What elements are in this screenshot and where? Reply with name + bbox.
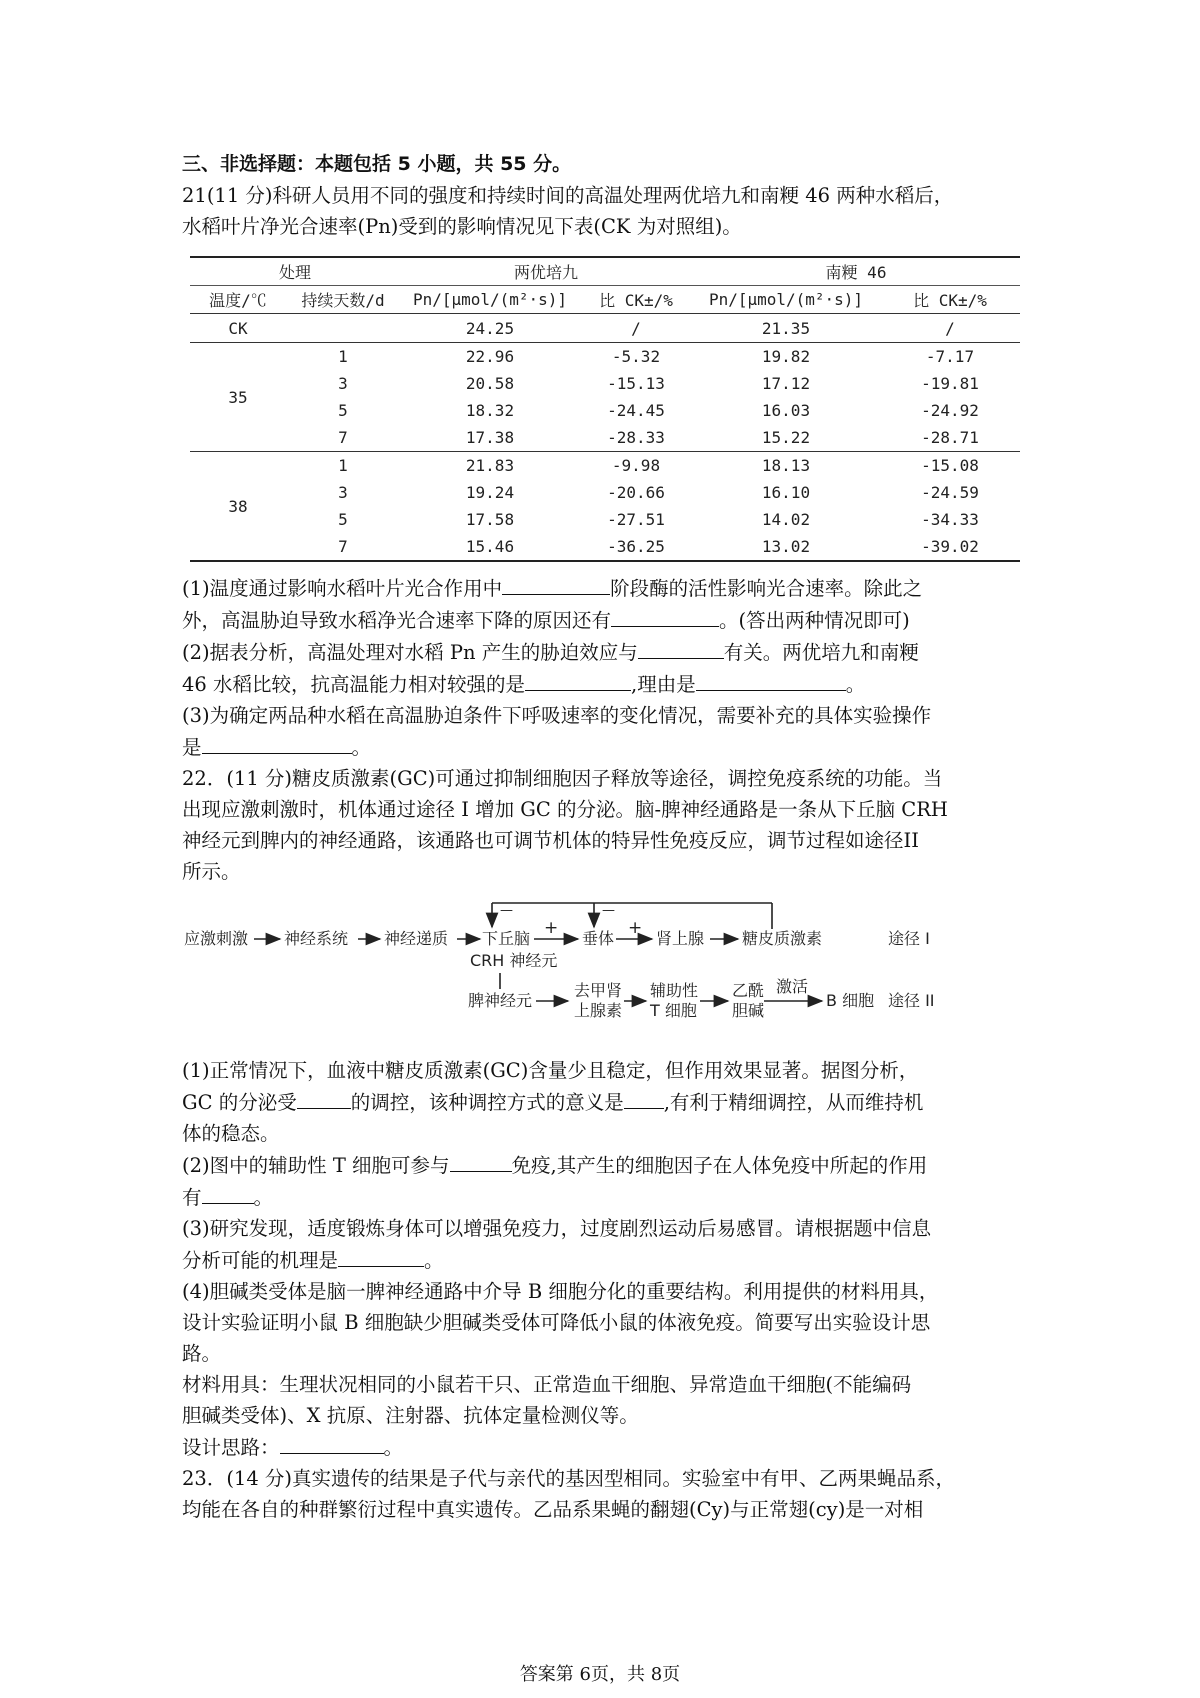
- node-pituitary: 垂体: [582, 929, 615, 948]
- answer-blank[interactable]: [525, 668, 631, 691]
- answer-blank[interactable]: [280, 1431, 384, 1454]
- node-glucocorticoid: 糖皮质激素: [742, 929, 823, 948]
- q22-part4-line-2: 设计实验证明小鼠 B 细胞缺少胆碱类受体可降低小鼠的体液免疫。简要写出实验设计思: [182, 1311, 931, 1334]
- table-row: [190, 343, 1020, 371]
- node-norepinephrine-line-2: 上腺素: [574, 1001, 623, 1020]
- answer-blank[interactable]: [696, 668, 846, 691]
- table-cell: 16.10: [761, 483, 811, 502]
- q21-p3b: 是: [182, 736, 202, 759]
- table-cell: 16.03: [761, 401, 811, 420]
- node-stress-stimulus: 应激刺激: [184, 929, 249, 948]
- q22-p1c: 的调控，该种调控方式的意义是: [350, 1091, 624, 1114]
- table-cell: -19.81: [921, 374, 979, 393]
- table-cell: CK: [190, 314, 286, 343]
- node-spleen-neuron: 脾神经元: [468, 991, 533, 1010]
- q22-intro-line-1: 22．(11 分)糖皮质激素(GC)可通过抑制细胞因子释放等途径，调控免疫系统的功能。当: [182, 767, 943, 790]
- table-cell: 15.46: [400, 533, 580, 561]
- q21-p1d: 。(答出两种情况即可): [719, 609, 910, 632]
- node-hypothalamus: 下丘脑: [482, 929, 531, 948]
- pn-table: [190, 256, 1020, 562]
- q21-part1: [182, 572, 1030, 604]
- q21-p2d: ,理由是: [631, 673, 696, 696]
- q22-part2: [182, 1149, 1030, 1181]
- label-pathway-1: 途径 I: [888, 929, 930, 948]
- table-cell: /: [580, 314, 692, 343]
- table-cell: -24.45: [607, 401, 665, 420]
- q22-p2a: (2)图中的辅助性 T 细胞可参与: [182, 1154, 450, 1177]
- q23-intro-line-2: 均能在各自的种群繁衍过程中真实遗传。乙品系果蝇的翻翅(Cy)与正常翅(cy)是一对相: [182, 1498, 924, 1521]
- q23-intro-line-1: 23．(14 分)真实遗传的结果是子代与亲代的基因型相同。实验室中有甲、乙两果蝇品系，: [182, 1467, 956, 1490]
- node-helper-t-line-1: 辅助性: [650, 981, 699, 1000]
- answer-blank[interactable]: [202, 1181, 254, 1204]
- sign-plus: +: [544, 918, 559, 938]
- table-cell-temp: 38: [190, 452, 286, 562]
- q22-part4-line-1: (4)胆碱类受体是脑一脾神经通路中介导 B 细胞分化的重要结构。利用提供的材料用具，: [182, 1280, 939, 1303]
- q21-p2a: (2)据表分析，高温处理对水稻 Pn 产生的胁迫效应与: [182, 641, 638, 664]
- regulation-pathway-diagram: [182, 897, 1030, 1047]
- q22-p2b: 免疫,其产生的细胞因子在人体免疫中所起的作用: [511, 1154, 928, 1177]
- q21-intro-line-2: 水稻叶片净光合速率(Pn)受到的影响情况见下表(CK 为对照组)。: [182, 215, 742, 238]
- col-header-pn-1: Pn/[μmol/(m²·s)]: [400, 286, 580, 314]
- table-row: [190, 506, 1020, 533]
- table-cell: 17.12: [761, 374, 811, 393]
- table-row: [190, 397, 1020, 424]
- answer-blank[interactable]: [638, 636, 724, 659]
- table-cell: 21.35: [692, 314, 880, 343]
- table-cell: -24.59: [921, 483, 979, 502]
- q22-part4-line-3: 路。: [182, 1342, 222, 1365]
- q21-part3-cont: [182, 731, 1030, 763]
- q21-p2e: 。: [845, 673, 866, 696]
- q21-p1a: (1)温度通过影响水稻叶片光合作用中: [182, 577, 503, 600]
- table-cell: 19.24: [465, 483, 515, 502]
- q22-design-end: 。: [383, 1436, 404, 1459]
- table-cell: 5: [338, 401, 348, 420]
- col-header-temp: 温度/℃: [190, 286, 286, 314]
- sign-minus: —: [500, 903, 513, 918]
- table-cell: 24.25: [400, 314, 580, 343]
- q21-part2: [182, 636, 1030, 668]
- q22-design: [182, 1431, 1030, 1463]
- section-title: 三、非选择题：本题包括 5 小题，共 55 分。: [182, 153, 572, 175]
- answer-blank[interactable]: [502, 572, 610, 595]
- answer-blank[interactable]: [202, 731, 352, 754]
- q22-part3-cont: [182, 1244, 1030, 1276]
- col-header-ck-1: 比 CK±/%: [580, 286, 692, 314]
- q22-materials-line-1: 材料用具：生理状况相同的小鼠若干只、正常造血干细胞、异常造血干细胞(不能编码: [182, 1373, 912, 1396]
- q22-part1-end: 体的稳态。: [182, 1122, 280, 1145]
- table-cell-temp: 35: [190, 343, 286, 452]
- page-footer: 答案第 6页，共 8页: [519, 1664, 681, 1685]
- q22-p1b: GC 的分泌受: [182, 1091, 297, 1114]
- q22-p2d: 。: [253, 1186, 274, 1209]
- q22-p1d: ,有利于精细调控，从而维持机: [663, 1091, 924, 1114]
- table-cell: 19.82: [761, 347, 811, 366]
- q21-intro-line-1: 21(11 分)科研人员用不同的强度和持续时间的高温处理两优培九和南粳 46 两种水稻后，: [182, 184, 954, 207]
- table-cell: -27.51: [607, 510, 665, 529]
- q22-p3c: 。: [424, 1249, 444, 1272]
- table-cell: 18.32: [465, 401, 515, 420]
- q21-p2b: 有关。两优培九和南粳: [723, 641, 919, 664]
- table-row: [190, 452, 1020, 480]
- answer-blank[interactable]: [338, 1244, 424, 1267]
- node-acetylcholine-line-1: 乙酰: [732, 981, 765, 1000]
- table-cell: 17.38: [400, 424, 580, 452]
- table-cell: 22.96: [465, 347, 515, 366]
- table-cell: 5: [338, 510, 348, 529]
- table-cell: -15.13: [607, 374, 665, 393]
- table-cell: 14.02: [761, 510, 811, 529]
- group-header-treatment: 处理: [190, 257, 400, 286]
- answer-blank[interactable]: [611, 604, 719, 627]
- q22-part3: (3)研究发现，适度锻炼身体可以增强免疫力，过度剧烈运动后易感冒。请根据题中信息: [182, 1217, 932, 1240]
- answer-blank[interactable]: [297, 1086, 351, 1109]
- q22-intro-line-2: 出现应激刺激时，机体通过途径 I 增加 GC 的分泌。脑-脾神经通路是一条从下丘脑 CRH: [182, 798, 948, 821]
- node-nervous-system: 神经系统: [284, 929, 349, 948]
- q22-intro-line-3: 神经元到脾内的神经通路，该通路也可调节机体的特异性免疫反应，调节过程如途径II: [182, 829, 919, 852]
- answer-blank[interactable]: [450, 1149, 512, 1172]
- table-cell: -5.32: [611, 347, 661, 366]
- col-header-pn-2: Pn/[μmol/(m²·s)]: [692, 286, 880, 314]
- q21-part3: (3)为确定两品种水稻在高温胁迫条件下呼吸速率的变化情况，需要补充的具体实验操作: [182, 704, 932, 727]
- node-adrenal: 肾上腺: [656, 929, 705, 948]
- node-helper-t-line-2: T 细胞: [650, 1001, 697, 1020]
- table-cell: -34.33: [921, 510, 979, 529]
- table-cell: /: [880, 314, 1020, 343]
- q22-part1: (1)正常情况下，血液中糖皮质激素(GC)含量少且稳定，但作用效果显著。据图分析，: [182, 1059, 919, 1082]
- page-content: [182, 150, 1030, 1525]
- node-norepinephrine-line-1: 去甲肾: [574, 981, 623, 1000]
- table-cell: 7: [286, 533, 400, 561]
- q21-p3c: 。: [351, 736, 372, 759]
- label-pathway-2: 途径 II: [888, 991, 935, 1010]
- sign-minus: —: [602, 903, 615, 918]
- q22-part1-cont: [182, 1086, 1030, 1118]
- table-cell: 7: [286, 424, 400, 452]
- node-neurotransmitter: 神经递质: [384, 929, 449, 948]
- q22-design-label: 设计思路：: [182, 1436, 280, 1459]
- col-header-days: 持续天数/d: [286, 286, 400, 314]
- table-cell: 1: [338, 456, 348, 475]
- table-row: [190, 533, 1020, 561]
- q22-p2c: 有: [182, 1186, 202, 1209]
- q21-part2-cont: [182, 668, 1030, 700]
- q22-materials-line-2: 胆碱类受体)、X 抗原、注射器、抗体定量检测仪等。: [182, 1404, 639, 1427]
- table-cell: -39.02: [880, 533, 1020, 561]
- table-cell: [286, 314, 400, 343]
- group-header-variety-1: 两优培九: [400, 257, 692, 286]
- q21-p1c: 外，高温胁迫导致水稻净光合速率下降的原因还有: [182, 609, 612, 632]
- q22-p3b: 分析可能的机理是: [182, 1249, 339, 1272]
- table-row: [190, 479, 1020, 506]
- table-cell: 21.83: [465, 456, 515, 475]
- table-cell: 3: [338, 374, 348, 393]
- node-crh-neuron: CRH 神经元: [470, 951, 558, 970]
- table-cell: -7.17: [925, 347, 975, 366]
- table-cell: 20.58: [465, 374, 515, 393]
- table-cell: -28.33: [580, 424, 692, 452]
- group-header-variety-2: 南粳 46: [692, 257, 1020, 286]
- table-cell: 1: [338, 347, 348, 366]
- table-cell: -15.08: [921, 456, 979, 475]
- table-cell: -9.98: [611, 456, 661, 475]
- q21-p1b: 阶段酶的活性影响光合速率。除此之: [610, 577, 923, 600]
- table-cell: 17.58: [465, 510, 515, 529]
- q22-part2-cont: [182, 1181, 1030, 1213]
- table-cell: -36.25: [580, 533, 692, 561]
- node-acetylcholine-line-2: 胆碱: [732, 1001, 765, 1020]
- table-row-ck: [190, 314, 1020, 343]
- node-b-cell: B 细胞: [826, 991, 875, 1010]
- q21-part1-cont: [182, 604, 1030, 636]
- table-cell: -24.92: [921, 401, 979, 420]
- q21-p2c: 46 水稻比较，抗高温能力相对较强的是: [182, 673, 526, 696]
- col-header-ck-2: 比 CK±/%: [880, 286, 1020, 314]
- answer-blank[interactable]: [624, 1086, 664, 1109]
- sign-plus: +: [628, 918, 643, 938]
- table-cell: 13.02: [692, 533, 880, 561]
- table-row: [190, 424, 1020, 452]
- table-cell: 18.13: [761, 456, 811, 475]
- table-cell: -20.66: [607, 483, 665, 502]
- table-cell: 15.22: [692, 424, 880, 452]
- label-activate: 激活: [776, 977, 809, 996]
- table-cell: -28.71: [880, 424, 1020, 452]
- table-row: [190, 370, 1020, 397]
- q22-intro-line-4: 所示。: [182, 860, 241, 883]
- table-cell: 3: [338, 483, 348, 502]
